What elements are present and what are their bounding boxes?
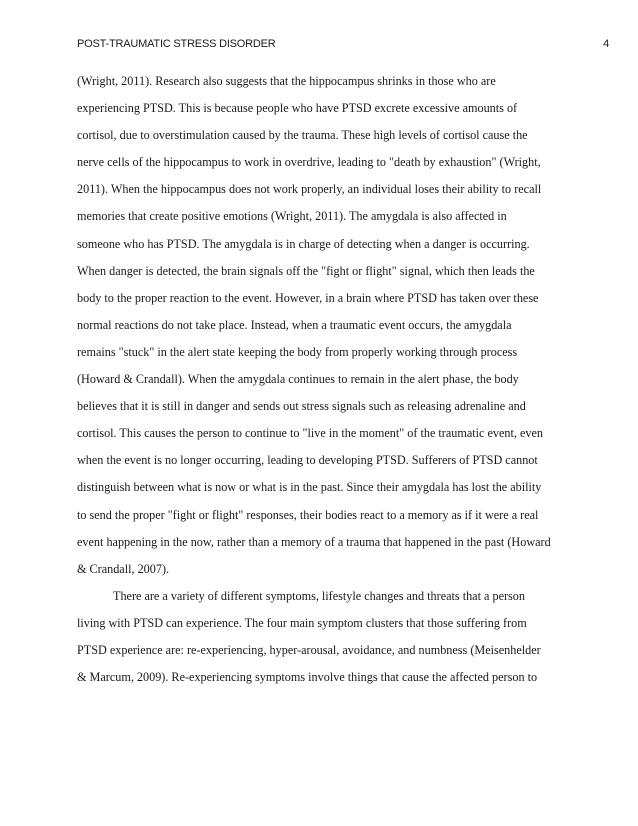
text-line: event happening in the now, rather than a memory of a trauma that happened in the past (Howard [77, 534, 551, 549]
text-line: 2011). When the hippocampus does not work properly, an individual loses their ability to recall [77, 182, 542, 197]
text-line: living with PTSD can experience. The four main symptom clusters that those suffering from [77, 615, 527, 630]
page-header [77, 38, 609, 54]
text-line: PTSD experience are: re-experiencing, hyper-arousal, avoidance, and numbness (Meisenhelder [77, 642, 541, 657]
text-line: (Howard & Crandall). When the amygdala continues to remain in the alert phase, the body [77, 372, 519, 387]
text-line: body to the proper reaction to the event. However, in a brain where PTSD has taken over these [77, 290, 539, 305]
text-line: when the event is no longer occurring, leading to developing PTSD. Sufferers of PTSD cannot [77, 453, 538, 468]
text-line: distinguish between what is now or what is in the past. Since their amygdala has lost the ability [77, 480, 542, 495]
body-text [77, 68, 597, 691]
text-line: & Marcum, 2009). Re-experiencing symptoms involve things that cause the affected person to [77, 670, 538, 685]
paragraph-1 [77, 68, 597, 583]
text-line: someone who has PTSD. The amygdala is in charge of detecting when a danger is occurring. [77, 236, 530, 251]
text-line: to send the proper "fight or flight" responses, their bodies react to a memory as if it were a real [77, 507, 539, 522]
text-line: remains "stuck" in the alert state keeping the body from properly working through process [77, 344, 518, 359]
text-line: When danger is detected, the brain signals off the "fight or flight" signal, which then leads the [77, 263, 535, 278]
paragraph-2 [77, 583, 597, 691]
text-line: nerve cells of the hippocampus to work in overdrive, leading to "death by exhaustion" (Wright, [77, 155, 541, 170]
page-number: 4 [603, 38, 609, 50]
text-line-indented: There are a variety of different symptoms, lifestyle changes and threats that a person [113, 588, 525, 603]
text-line: & Crandall, 2007). [77, 561, 170, 576]
text-line: believes that it is still in danger and sends out stress signals such as releasing adrenaline and [77, 399, 526, 414]
text-line: memories that create positive emotions (Wright, 2011). The amygdala is also affected in [77, 209, 507, 224]
running-head: POST-TRAUMATIC STRESS DISORDER [77, 38, 276, 50]
text-line: normal reactions do not take place. Instead, when a traumatic event occurs, the amygdala [77, 317, 512, 332]
text-line: experiencing PTSD. This is because people who have PTSD excrete excessive amounts of [77, 101, 518, 116]
text-line: (Wright, 2011). Research also suggests that the hippocampus shrinks in those who are [77, 74, 496, 88]
text-line: cortisol, due to overstimulation caused by the trauma. These high levels of cortisol cause the [77, 128, 528, 143]
text-line: cortisol. This causes the person to continue to "live in the moment" of the traumatic event, even [77, 426, 543, 441]
